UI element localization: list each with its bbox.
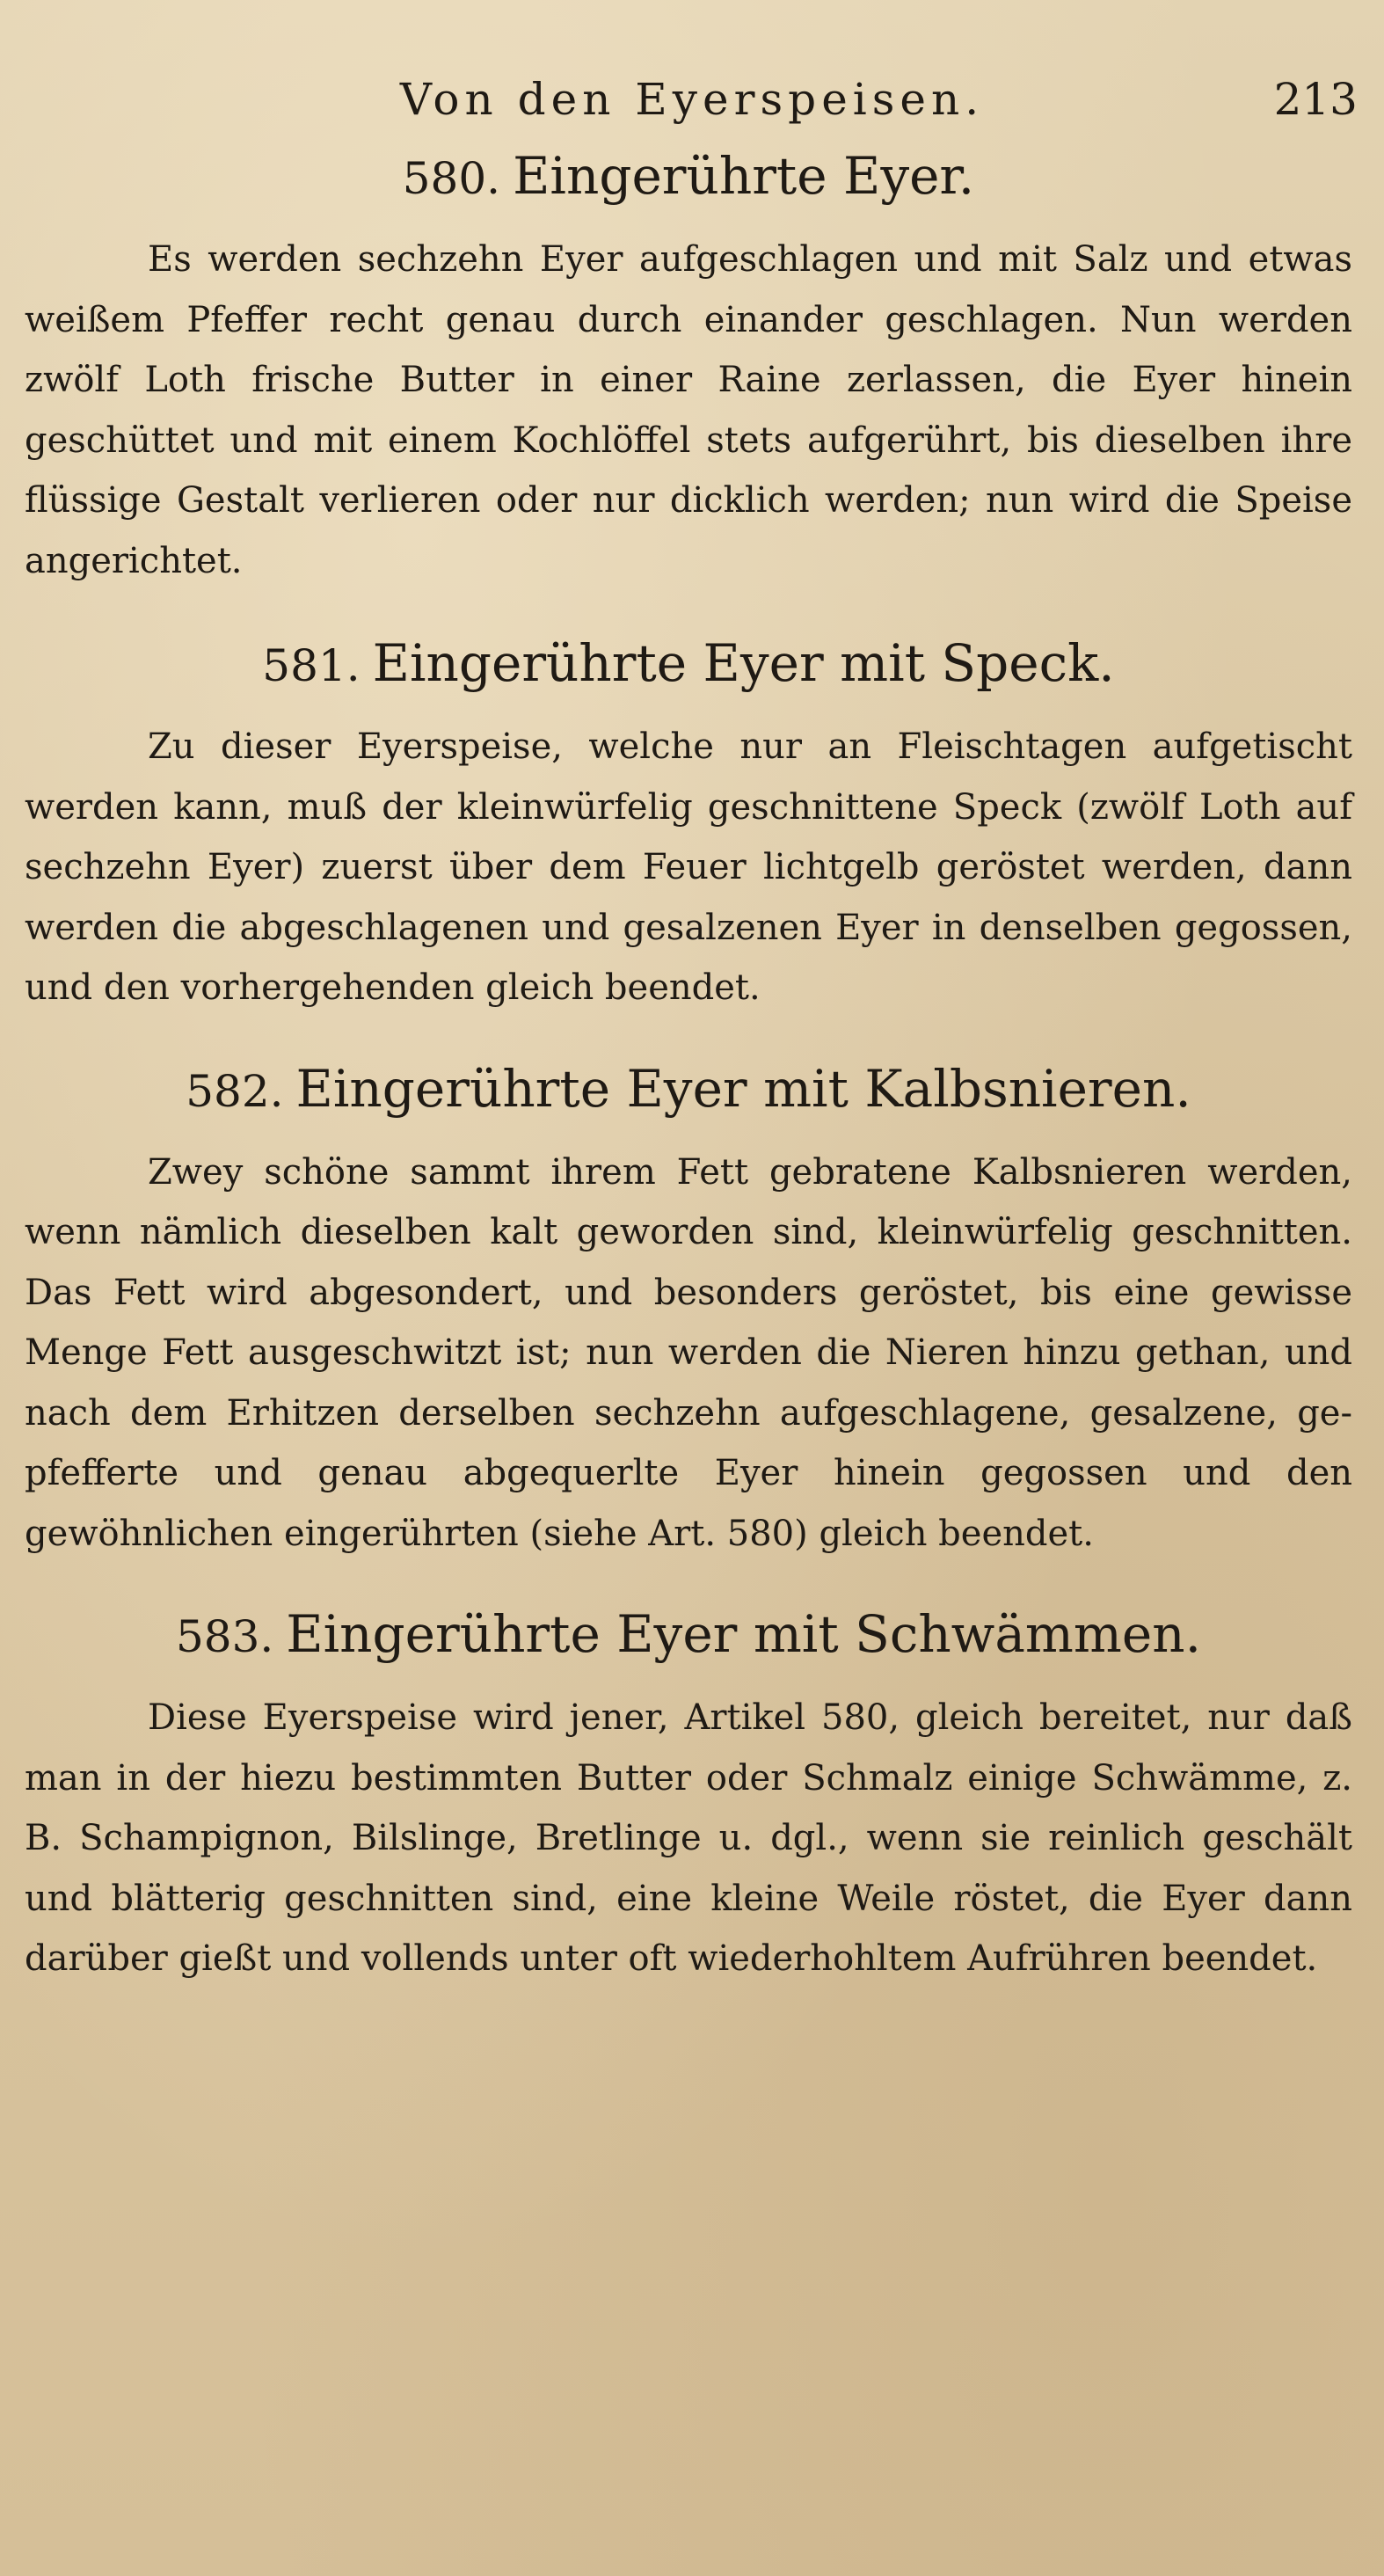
section-body: Diese Eyerspeise wird jener, Artikel 580, gleich bereitet, nur daß man in der hiezu bestimmten Butter oder Schmalz einige Schwämme, z. B. Schampignon, Bilslinge, Bretlinge u. dgl., wenn sie reinlich geschält und blätterig geschnitten sind, eine kleine Weile röstet, die Eyer dann darüber gießt und vollends unter oft wiederhohltem Aufrühren beendet. (25, 1697, 1352, 1979)
section-580 (25, 141, 1352, 591)
section-body: Zu dieser Eyerspeise, welche nur an Fleischtagen aufgetischt werden kann, muß der kleinwürfelig geschnittene Speck (zwölf Loth auf sechzehn Eyer) zuerst über dem Feuer lichtgelb geröstet werden, dann werden die abgeschlagenen und gesalzenen Eyer in denselben gegossen, und den vorhergehenden gleich beendet. (25, 726, 1352, 1008)
running-head (0, 69, 1384, 130)
section-583 (25, 1599, 1352, 1989)
section-title: Eingerührte Eyer mit Speck. (372, 633, 1115, 693)
section-number: 580. (402, 153, 501, 204)
section-582 (25, 1054, 1352, 1565)
page-number: 213 (1273, 74, 1358, 125)
section-title: Eingerührte Eyer mit Schwämmen. (286, 1604, 1202, 1664)
section-number: 582. (186, 1065, 284, 1117)
section-heading (25, 1054, 1352, 1127)
section-581 (25, 628, 1352, 1018)
section-number: 583. (175, 1611, 274, 1662)
section-heading (25, 141, 1352, 214)
section-body: Es werden sechzehn Eyer aufgeschlagen und mit Salz und etwas weißem Pfeffer recht genau durch einander geschlagen. Nun werden zwölf Loth frische Butter in einer Raine zerlassen, die Eyer hinein geschüttet und mit einem Kochlöffel stets aufgerührt, bis dieselben ihre flüssige Gestalt verlieren oder nur dicklich werden; nun wird die Speise angerichtet. (25, 239, 1352, 581)
section-title: Eingerührte Eyer. (513, 146, 975, 206)
section-heading (25, 628, 1352, 701)
running-title: Von den Eyerspeisen. (399, 74, 985, 125)
section-number: 581. (262, 640, 361, 691)
section-heading (25, 1599, 1352, 1672)
page-content (25, 141, 1352, 1989)
section-body: Zwey schöne sammt ihrem Fett gebratene Kalbsnieren werden, wenn nämlich dieselben kalt geworden sind, kleinwürfelig geschnitten. Das Fett wird abgesondert, und besonders geröstet, bis eine gewisse Menge Fett ausgeschwitzt ist; nun werden die Nieren hinzu gethan, und nach dem Erhitzen derselben sechzehn aufgeschlagene, gesalzene, gepfefferte und genau abgequerlte Eyer hinein gegossen und den gewöhnlichen eingerührten (siehe Art. 580) gleich beendet. (25, 1151, 1352, 1554)
section-title: Eingerührte Eyer mit Kalbsnieren. (295, 1058, 1191, 1119)
